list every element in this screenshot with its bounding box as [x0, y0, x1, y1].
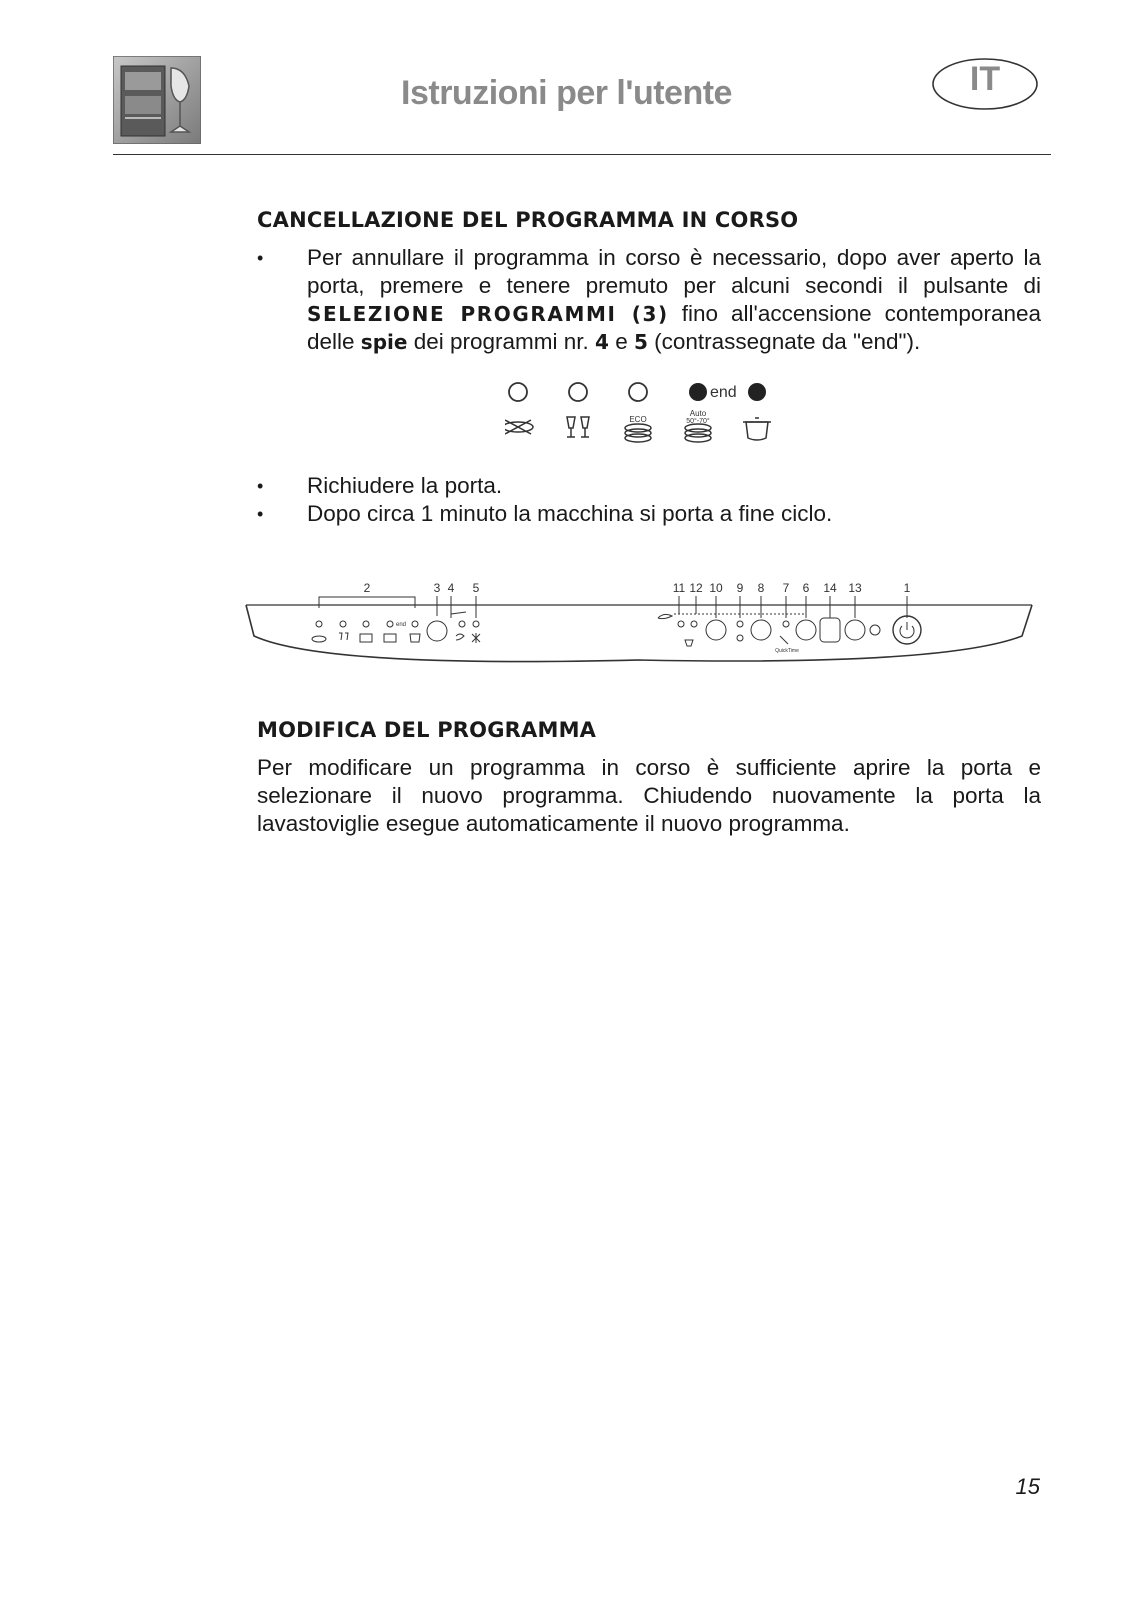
- bullet-icon: •: [257, 504, 264, 524]
- text-run-bold: 5: [633, 330, 648, 354]
- list-item: [257, 472, 1041, 500]
- cancel-followup-steps: [257, 472, 1041, 528]
- half-load-symbol-icon: [685, 640, 693, 646]
- callout-11: 11: [672, 581, 686, 595]
- program-selection-button-ref: SELEZIONE PROGRAMMI (3): [307, 302, 669, 326]
- eco-label: ECO: [629, 415, 647, 424]
- indicator-lamp-icon: [412, 621, 418, 627]
- callout-2: 2: [363, 581, 371, 595]
- header-divider: [113, 154, 1051, 155]
- modify-body-text: Per modificare un programma in corso è sufficiente aprire la porta e selezionare il nuovo programma. Chiudendo nuovamente la porta la lavastoviglie esegue automaticamente il nuovo programma.: [257, 755, 1041, 836]
- display-icon: [820, 618, 840, 642]
- bullet-icon: •: [257, 248, 264, 268]
- program-selection-button-icon: [427, 621, 447, 641]
- text-run: fino all'accensione contemporanea delle: [307, 301, 1041, 354]
- indicator-lamp-icon: [737, 621, 743, 627]
- eco-program-icon: [625, 424, 651, 442]
- indicator-lamp-icon: [316, 621, 322, 627]
- indicator-lamp-icon: [363, 621, 369, 627]
- indicator-lamp-icon: [678, 621, 684, 627]
- indicator-lamp-icon: [473, 621, 479, 627]
- section-cancel: [257, 208, 1041, 356]
- pot-program-icon: [743, 418, 771, 440]
- rinse-icon: [312, 636, 326, 642]
- indicator-lamp-icon: [459, 621, 465, 627]
- half-load-button-icon: [706, 620, 726, 640]
- callout-5: 5: [472, 581, 480, 595]
- callout-14: 14: [823, 581, 837, 595]
- quicktime-symbol-icon: [780, 636, 788, 644]
- section-heading-cancel: CANCELLAZIONE DEL PROGRAMMA IN CORSO: [257, 208, 799, 232]
- callout-10: 10: [709, 581, 723, 595]
- callout-13: 13: [848, 581, 862, 595]
- lamp-off-icon: [629, 383, 647, 401]
- section-heading-modify: MODIFICA DEL PROGRAMMA: [257, 718, 597, 742]
- auto-label: Auto: [689, 409, 707, 418]
- lamp-off-icon: [569, 383, 587, 401]
- bulb-icon: [737, 635, 743, 641]
- language-badge: IT: [969, 60, 1001, 98]
- indicator-lamp-icon: [340, 621, 346, 627]
- callout-8: 8: [757, 581, 765, 595]
- text-run: Richiudere la porta.: [307, 473, 503, 498]
- salt-icon: [456, 634, 464, 640]
- lamp-on-icon: [748, 383, 766, 401]
- half-load-icon: [658, 614, 672, 618]
- callout-3: 3: [433, 581, 441, 595]
- cancel-instructions: [257, 244, 1041, 356]
- quicktime-label: QuickTime: [775, 648, 799, 654]
- start-symbol-icon: [870, 625, 880, 635]
- quicktime-button-icon: [796, 620, 816, 640]
- callout-1: 1: [903, 581, 911, 595]
- callout-7: 7: [782, 581, 790, 595]
- text-run: Dopo circa 1 minuto la macchina si porta a fine ciclo.: [307, 501, 833, 526]
- callout-4: 4: [447, 581, 455, 595]
- indicator-lamp-icon: [783, 621, 789, 627]
- control-panel-diagram: [244, 578, 1034, 688]
- bullet-icon: •: [257, 476, 264, 496]
- text-run: Per annullare il programma in corso è necessario, dopo aver aperto la porta, premere e tenere premuto per alcuni secondi il pulsante di: [307, 245, 1041, 298]
- callout-12: 12: [689, 581, 703, 595]
- callout-6: 6: [802, 581, 810, 595]
- auto-program-icon: [685, 424, 711, 442]
- program-lamps-illustration: [505, 382, 795, 452]
- lamp-end-label: end: [710, 384, 737, 401]
- text-run: dei programmi nr.: [407, 329, 596, 354]
- list-item: [257, 244, 1041, 356]
- start-button-icon: [845, 620, 865, 640]
- text-run-bold: spie: [360, 330, 408, 354]
- section-cancel-steps: [257, 472, 1041, 528]
- text-run: e: [608, 329, 634, 354]
- callout-9: 9: [736, 581, 744, 595]
- auto-icon: [384, 634, 396, 642]
- document-title: Istruzioni per l'utente: [401, 74, 732, 112]
- panel-end-label: end: [396, 622, 407, 628]
- rinse-aid-icon: [472, 633, 480, 643]
- page-number: 15: [1015, 1474, 1040, 1499]
- text-run-bold: 4: [595, 330, 609, 354]
- lamp-off-icon: [509, 383, 527, 401]
- glasses-program-icon: [567, 417, 589, 437]
- rinse-program-icon: [505, 420, 533, 434]
- indicator-lamp-icon: [387, 621, 393, 627]
- section-modify: [257, 718, 1041, 838]
- delay-button-icon: [751, 620, 771, 640]
- eco-icon: [360, 634, 372, 642]
- indicator-lamp-icon: [691, 621, 697, 627]
- text-run: (contrassegnate da "end").: [647, 329, 921, 354]
- glasses-icon: [339, 633, 348, 640]
- list-item: [257, 500, 1041, 528]
- lamp-on-icon: [689, 383, 707, 401]
- auto-temp-label: 50°-70°: [686, 418, 710, 425]
- pot-icon: [410, 634, 420, 642]
